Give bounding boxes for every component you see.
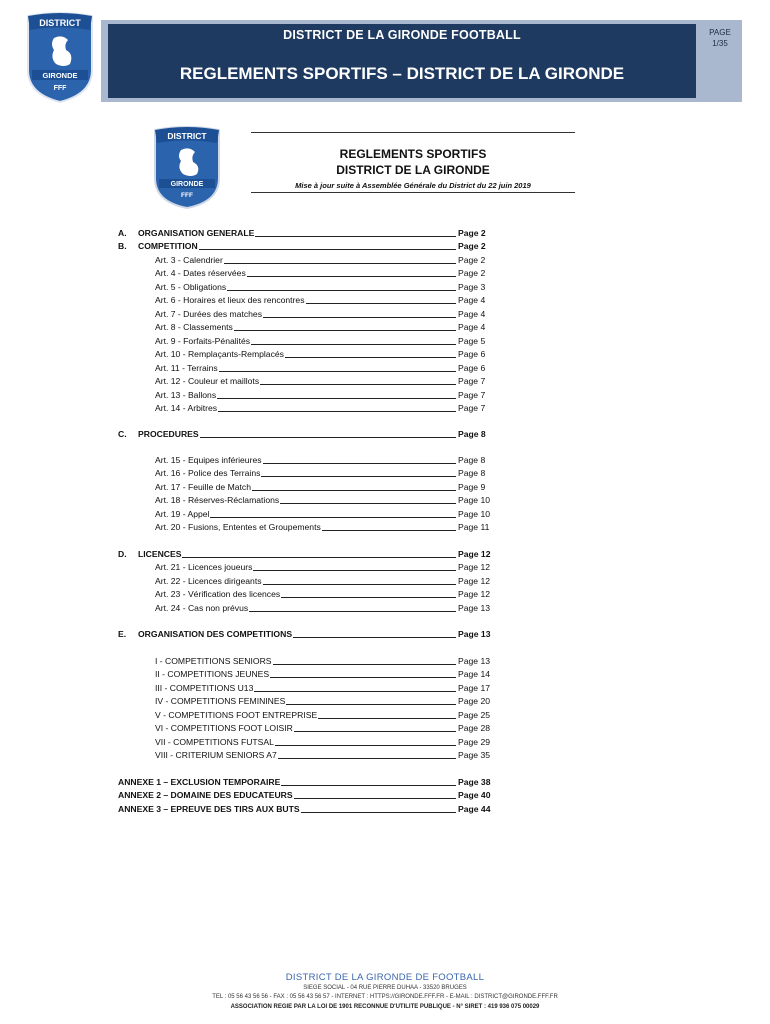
svg-text:DISTRICT: DISTRICT: [167, 131, 207, 141]
toc-page: Page 13: [458, 603, 491, 613]
toc-label: Art. 5 - Obligations: [155, 282, 227, 292]
toc-page: Page 20: [458, 696, 491, 706]
toc-label: VI - COMPETITIONS FOOT LOISIR: [155, 723, 293, 733]
toc-page: Page 4: [458, 295, 486, 305]
page-label: PAGE: [709, 28, 731, 37]
toc-letter: A.: [118, 228, 127, 238]
toc-leader: [273, 664, 456, 665]
toc-label: III - COMPETITIONS U13: [155, 683, 254, 693]
toc-label: II - COMPETITIONS JEUNES: [155, 669, 270, 679]
toc-row: [118, 668, 498, 680]
toc-label: LICENCES: [138, 549, 182, 559]
toc-page: Page 14: [458, 669, 491, 679]
toc-leader: [251, 344, 456, 345]
toc-page: Page 8: [458, 429, 486, 439]
svg-text:DISTRICT: DISTRICT: [39, 18, 81, 28]
toc-label: Art. 10 - Remplaçants-Remplacés: [155, 349, 284, 359]
toc-leader: [275, 745, 456, 746]
footer-address: SIEGE SOCIAL - 04 RUE PIERRE DUHAA - 33520 BRUGES: [303, 985, 467, 991]
toc-row: [118, 335, 498, 347]
toc-label: Art. 7 - Durées des matches: [155, 309, 262, 319]
toc-page: Page 10: [458, 495, 491, 505]
toc-label: Art. 19 - Appel: [155, 509, 210, 519]
footer-org: DISTRICT DE LA GIRONDE DE FOOTBALL: [285, 972, 485, 983]
toc-row: [118, 709, 498, 721]
toc-leader: [263, 317, 456, 318]
toc-label: PROCEDURES: [138, 429, 199, 439]
toc-label: ANNEXE 2 – DOMAINE DES EDUCATEURS: [118, 790, 293, 800]
toc-leader: [253, 570, 456, 571]
toc-label: Art. 6 - Horaires et lieux des rencontres: [155, 295, 305, 305]
toc-label: Art. 20 - Fusions, Ententes et Groupements: [155, 522, 321, 532]
toc-page: Page 12: [458, 549, 491, 559]
toc-leader: [270, 677, 456, 678]
svg-text:FFF: FFF: [181, 192, 193, 199]
toc-label: IV - COMPETITIONS FEMININES: [155, 696, 286, 706]
toc-label: COMPETITION: [138, 241, 198, 251]
toc-page: Page 4: [458, 309, 486, 319]
doc-title-line2: DISTRICT DE LA GIRONDE: [336, 163, 490, 177]
toc-page: Page 12: [458, 576, 491, 586]
toc-page: Page 8: [458, 455, 486, 465]
header-title: REGLEMENTS SPORTIFS – DISTRICT DE LA GIRONDE: [179, 64, 625, 83]
toc-label: Art. 24 - Cas non prévus: [155, 603, 249, 613]
toc-label: ANNEXE 1 – EXCLUSION TEMPORAIRE: [118, 777, 281, 787]
toc-page: Page 2: [458, 268, 486, 278]
toc-leader: [261, 476, 456, 477]
toc-page: Page 7: [458, 390, 486, 400]
toc-page: Page 9: [458, 482, 486, 492]
toc-leader: [217, 398, 456, 399]
toc-row: [118, 521, 498, 533]
toc-leader: [254, 691, 456, 692]
toc-label: Art. 9 - Forfaits-Pénalités: [155, 336, 251, 346]
toc-leader: [301, 812, 456, 813]
doc-title-line1: REGLEMENTS SPORTIFS: [339, 147, 487, 161]
toc-leader: [200, 437, 456, 438]
toc-label: Art. 18 - Réserves-Réclamations: [155, 495, 280, 505]
toc-leader: [210, 517, 456, 518]
toc-leader: [281, 785, 456, 786]
svg-text:FFF: FFF: [53, 85, 67, 92]
toc-page: Page 5: [458, 336, 486, 346]
toc-page: Page 17: [458, 683, 491, 693]
toc-letter: B.: [118, 241, 127, 251]
toc-row: [118, 655, 498, 667]
toc-leader: [182, 557, 456, 558]
toc-label: ORGANISATION GENERALE: [138, 228, 255, 238]
toc-row: [118, 803, 498, 815]
toc-label: Art. 16 - Police des Terrains: [155, 468, 261, 478]
toc-page: Page 40: [458, 790, 491, 800]
toc-page: Page 2: [458, 241, 486, 251]
district-logo-small: [151, 124, 223, 210]
toc-row: [118, 508, 498, 520]
toc-page: Page 10: [458, 509, 491, 519]
toc-row: [118, 428, 498, 440]
toc-label: Art. 11 - Terrains: [155, 363, 218, 373]
toc-page: Page 13: [458, 629, 491, 639]
toc-row: [118, 736, 498, 748]
toc-row: [118, 561, 498, 573]
toc-page: Page 12: [458, 562, 491, 572]
toc-letter: D.: [118, 549, 127, 559]
toc-page: Page 29: [458, 737, 491, 747]
toc-row: [118, 749, 498, 761]
toc-page: Page 4: [458, 322, 486, 332]
toc-page: Page 11: [458, 522, 490, 532]
toc-leader: [318, 718, 456, 719]
toc-row: [118, 695, 498, 707]
toc-page: Page 2: [458, 255, 486, 265]
toc-label: Art. 3 - Calendrier: [155, 255, 223, 265]
toc-label: ORGANISATION DES COMPETITIONS: [138, 629, 293, 639]
toc-label: Art. 14 - Arbitres: [155, 403, 218, 413]
toc-row: [118, 375, 498, 387]
toc-label: Art. 15 - Equipes inférieures: [155, 455, 262, 465]
toc-page: Page 6: [458, 349, 486, 359]
toc-page: Page 8: [458, 468, 486, 478]
toc-leader: [285, 357, 456, 358]
toc-row: [118, 548, 498, 560]
toc-leader: [199, 249, 456, 250]
toc-row: [118, 267, 498, 279]
svg-text:GIRONDE: GIRONDE: [170, 181, 204, 188]
toc-label: VII - COMPETITIONS FUTSAL: [155, 737, 274, 747]
toc-label: Art. 8 - Classements: [155, 322, 233, 332]
footer-legal: ASSOCIATION REGIE PAR LA LOI DE 1901 RECONNUE D'UTILITE PUBLIQUE - N° SIRET : 419 936 075 00029: [230, 1004, 540, 1010]
toc-row: [118, 722, 498, 734]
toc-page: Page 7: [458, 403, 486, 413]
toc-page: Page 28: [458, 723, 491, 733]
toc-page: Page 6: [458, 363, 486, 373]
toc-leader: [306, 303, 457, 304]
toc-row: [118, 789, 498, 801]
toc-label: I - COMPETITIONS SENIORS: [155, 656, 272, 666]
toc-row: [118, 481, 498, 493]
toc-label: VIII - CRITERIUM SENIORS A7: [155, 750, 277, 760]
doc-subtitle: Mise à jour suite à Assemblée Générale du District du 22 juin 2019: [295, 181, 531, 190]
header-org: DISTRICT DE LA GIRONDE FOOTBALL: [283, 28, 521, 42]
toc-letter: C.: [118, 429, 127, 439]
toc-label: Art. 23 - Vérification des licences: [155, 589, 281, 599]
toc-row: [118, 588, 498, 600]
toc-label: Art. 22 - Licences dirigeants: [155, 576, 262, 586]
toc-label: ANNEXE 3 – EPREUVE DES TIRS AUX BUTS: [118, 804, 300, 814]
toc-page: Page 13: [458, 656, 491, 666]
toc-row: [118, 682, 498, 694]
toc-row: [118, 402, 498, 414]
toc-page: Page 35: [458, 750, 491, 760]
toc-leader: [260, 384, 456, 385]
toc-row: [118, 227, 498, 239]
toc-row: [118, 389, 498, 401]
toc-row: [118, 294, 498, 306]
toc-label: Art. 17 - Feuille de Match: [155, 482, 252, 492]
toc-leader: [280, 503, 456, 504]
toc-leader: [294, 731, 456, 732]
toc-leader: [247, 276, 456, 277]
toc-page: Page 3: [458, 282, 486, 292]
toc-page: Page 25: [458, 710, 491, 720]
toc-row: [118, 240, 498, 252]
toc-row: [118, 467, 498, 479]
page-indicator: [698, 27, 742, 49]
toc-page: Page 12: [458, 589, 491, 599]
toc-leader: [281, 597, 456, 598]
toc-letter: E.: [118, 629, 127, 639]
toc-leader: [252, 490, 456, 491]
toc-leader: [255, 236, 456, 237]
toc-leader: [263, 584, 456, 585]
toc-page: Page 7: [458, 376, 486, 386]
toc-leader: [322, 530, 456, 531]
toc-leader: [219, 371, 456, 372]
toc-label: V - COMPETITIONS FOOT ENTREPRISE: [155, 710, 318, 720]
toc-leader: [224, 263, 456, 264]
toc-leader: [286, 704, 456, 705]
title-rule-bottom: [251, 192, 575, 193]
toc-row: [118, 281, 498, 293]
toc-row: [118, 602, 498, 614]
toc-row: [118, 628, 498, 640]
toc-page: Page 2: [458, 228, 486, 238]
toc-page: Page 38: [458, 777, 491, 787]
toc-row: [118, 362, 498, 374]
toc-row: [118, 776, 498, 788]
toc-leader: [294, 798, 456, 799]
toc-leader: [263, 463, 456, 464]
toc-leader: [227, 290, 456, 291]
toc-label: Art. 4 - Dates réservées: [155, 268, 246, 278]
footer-contact: TEL : 05 56 43 56 56 - FAX : 05 56 43 56 57 - INTERNET : HTTPS://GIRONDE.FFF.FR - E-MAIL : DISTRICT@GIRONDE.FFF.FR: [212, 994, 558, 1000]
toc-row: [118, 575, 498, 587]
toc-leader: [293, 637, 456, 638]
toc-row: [118, 348, 498, 360]
toc-page: Page 44: [458, 804, 491, 814]
toc-label: Art. 13 - Ballons: [155, 390, 217, 400]
toc-leader: [218, 411, 456, 412]
page-number: 1/35: [712, 39, 728, 48]
svg-text:GIRONDE: GIRONDE: [42, 71, 78, 80]
toc-leader: [249, 611, 456, 612]
toc-label: Art. 21 - Licences joueurs: [155, 562, 253, 572]
district-logo: [24, 10, 96, 104]
toc-row: [118, 254, 498, 266]
toc-row: [118, 494, 498, 506]
toc-row: [118, 321, 498, 333]
toc-row: [118, 454, 498, 466]
toc-leader: [278, 758, 456, 759]
toc-leader: [234, 330, 456, 331]
toc-label: Art. 12 - Couleur et maillots: [155, 376, 260, 386]
title-rule-top: [251, 132, 575, 133]
toc-row: [118, 308, 498, 320]
